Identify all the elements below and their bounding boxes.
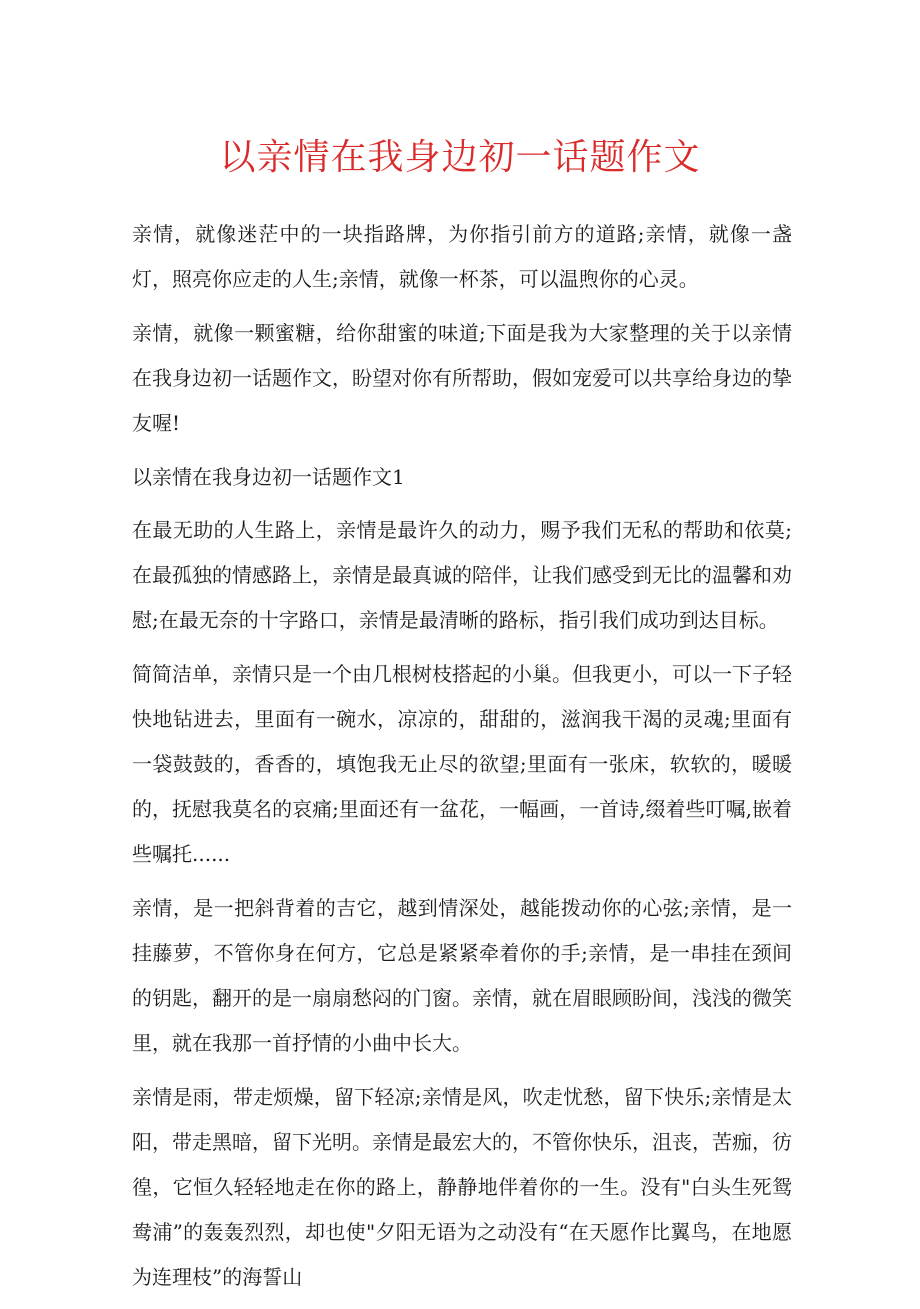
section-heading: 以亲情在我身边初一话题作文1 — [132, 465, 405, 489]
paragraph: 在最无助的人生路上，亲情是最许久的动力，赐予我们无私的帮助和依莫;在最孤独的情感路上，亲情是最真诚的陪伴，让我们感受到无比的温馨和劝慰;在最无奈的十字路口，亲情是最清晰的路标，指引我们成功到达目标。 — [132, 518, 792, 632]
paragraph: 亲情是雨，带走烦燥，留下轻凉;亲情是风，吹走忧愁，留下快乐;亲情是太阳，带走黑暗，留下光明。亲情是最宏大的，不管你快乐，沮丧，苦痂，彷徨，它恒久轻轻地走在你的路上，静静地伴着你的一生。没有"白头生死鸳鸯浦”的轰轰烈烈，却也使"夕阳无语为之动没有“在天愿作比翼鸟，在地愿为连理枝”的海誓山 — [132, 1085, 792, 1289]
page-title: 以亲情在我身边初一话题作文 — [219, 137, 701, 178]
paragraph: 亲情，是一把斜背着的吉它，越到情深处，越能拨动你的心弦;亲情，是一挂藤萝，不管你身在何方，它总是紧紧牵着你的手;亲情，是一串挂在颈间的钥匙，翻开的是一扇扇愁闷的门窗。亲情，就在眉眼顾盼间，浅浅的微笑里，就在我那一首抒情的小曲中长大。 — [132, 896, 792, 1055]
paragraph: 简简洁单，亲情只是一个由几根树枝搭起的小巢。但我更小，可以一下子轻快地钻进去，里面有一碗水，凉凉的，甜甜的，滋润我干渴的灵魂;里面有一袋鼓鼓的，香香的，填饱我无止尽的欲望;里面有一张床，软软的，暖暖的，抚慰我莫名的哀痛;里面还有一盆花，一幅画，一首诗,缀着些叮嘱,嵌着些嘱托...... — [132, 662, 792, 866]
paragraph: 亲情，就像一颗蜜糖，给你甜蜜的味道;下面是我为大家整理的关于以亲情在我身边初一话题作文，盼望对你有所帮助，假如宠爱可以共享给身边的挚友喔! — [132, 321, 792, 435]
article-body — [132, 212, 792, 1309]
paragraph: 亲情，就像迷茫中的一块指路牌，为你指引前方的道路;亲情，就像一盏灯，照亮你应走的人生;亲情，就像一杯茶，可以温煦你的心灵。 — [132, 222, 792, 291]
